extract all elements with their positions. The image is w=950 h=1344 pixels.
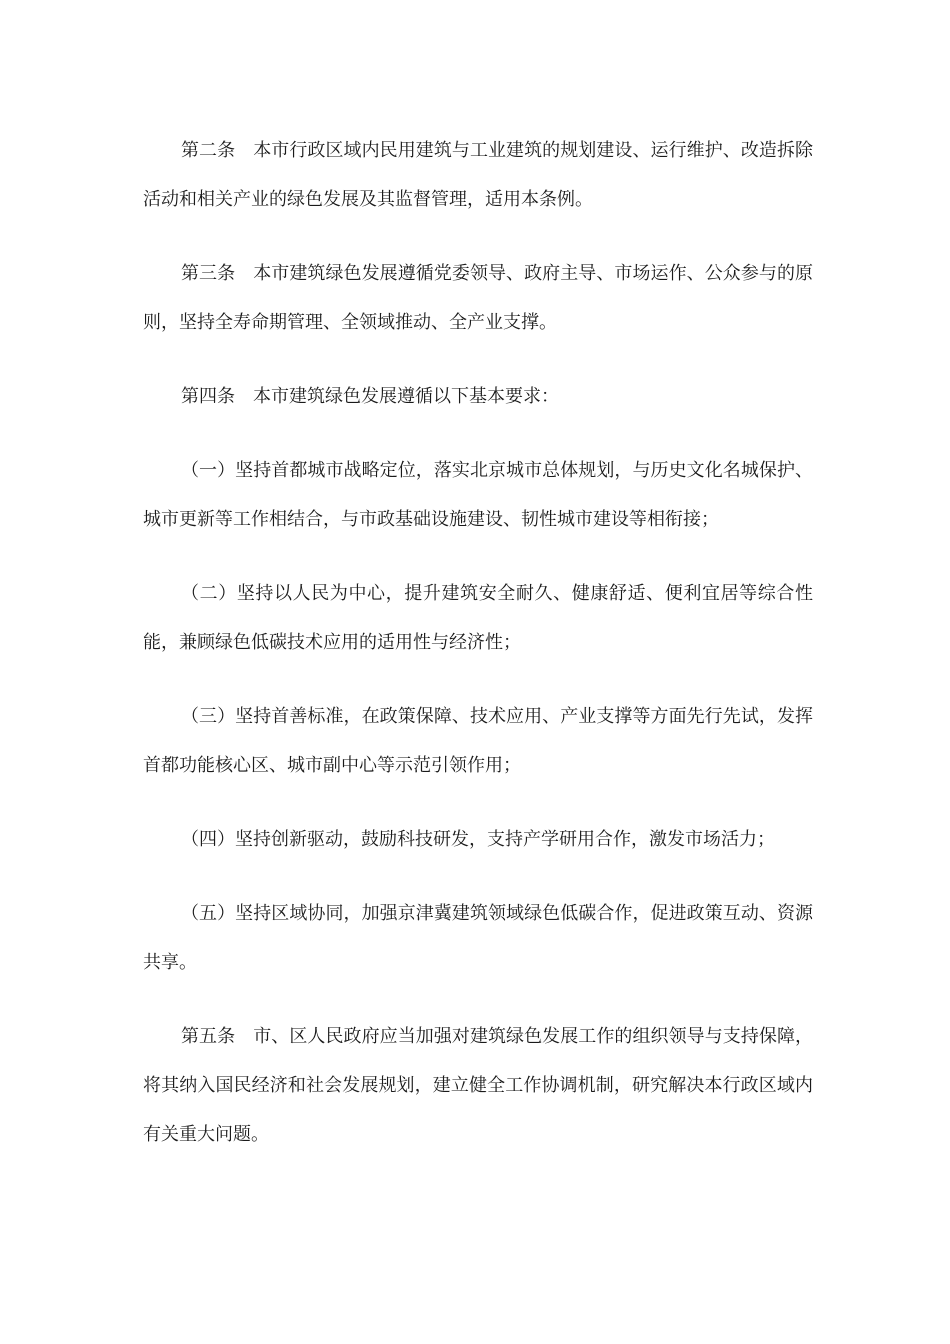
article-4-item-2: （二）坚持以人民为中心，提升建筑安全耐久、健康舒适、便利宜居等综合性能，兼顾绿色低碳技术应用的适用性与经济性； bbox=[143, 583, 813, 653]
document-body bbox=[143, 126, 813, 1184]
article-4-item-1: （一）坚持首都城市战略定位，落实北京城市总体规划，与历史文化名城保护、城市更新等工作相结合，与市政基础设施建设、韧性城市建设等相衔接； bbox=[143, 460, 813, 530]
article-4-item-3: （三）坚持首善标准，在政策保障、技术应用、产业支撑等方面先行先试，发挥首都功能核心区、城市副中心等示范引领作用； bbox=[143, 706, 813, 776]
article-2-paragraph: 第二条 本市行政区域内民用建筑与工业建筑的规划建设、运行维护、改造拆除活动和相关产业的绿色发展及其监督管理，适用本条例。 bbox=[143, 140, 813, 210]
article-4-item-4: （四）坚持创新驱动，鼓励科技研发，支持产学研用合作，激发市场活力； bbox=[181, 829, 775, 850]
article-3-paragraph: 第三条 本市建筑绿色发展遵循党委领导、政府主导、市场运作、公众参与的原则，坚持全寿命期管理、全领域推动、全产业支撑。 bbox=[143, 263, 813, 333]
article-4-item-5: （五）坚持区域协同，加强京津冀建筑领域绿色低碳合作，促进政策互动、资源共享。 bbox=[143, 903, 813, 973]
article-5-paragraph: 第五条 市、区人民政府应当加强对建筑绿色发展工作的组织领导与支持保障，将其纳入国民经济和社会发展规划，建立健全工作协调机制，研究解决本行政区域内有关重大问题。 bbox=[143, 1026, 813, 1145]
article-4-paragraph: 第四条 本市建筑绿色发展遵循以下基本要求： bbox=[181, 386, 559, 407]
